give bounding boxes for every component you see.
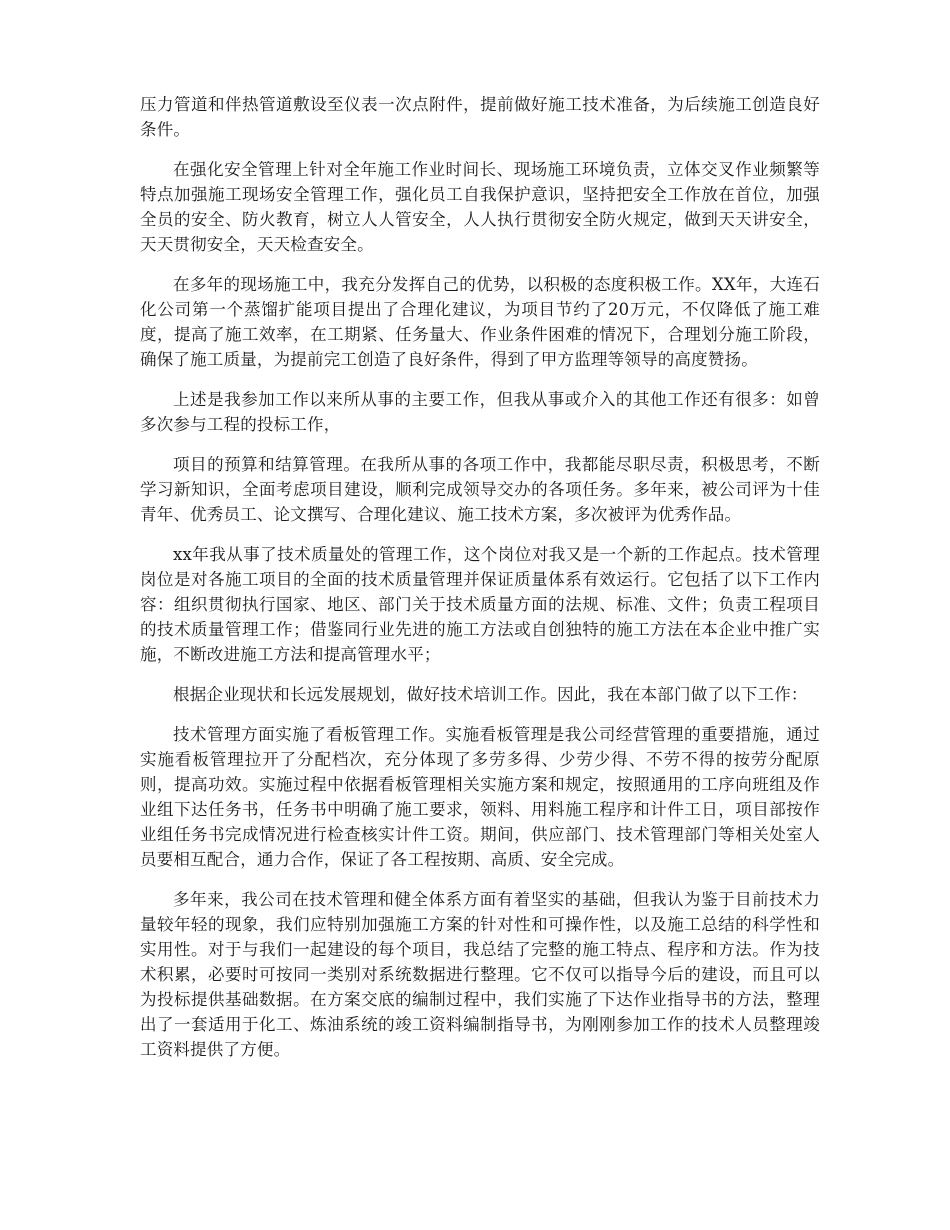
paragraph-9: 多年来，我公司在技术管理和健全体系方面有着坚实的基础，但我认为鉴于目前技术力量较年轻的现象，我们应特别加强施工方案的针对性和可操作性，以及施工总结的科学性和实用性。对于与我们一起建设的每个项目，我总结了完整的施工特点、程序和方法。作为技术积累，必要时可按同一类别对系统数据进行整理。它不仅可以指导今后的建设，而且可以为投标提供基础数据。在方案交底的编制过程中，我们实施了下达作业指导书的方法，整理出了一套适用于化工、炼油系统的竣工资料编制指导书，为刚刚参加工作的技术人员整理竣工资料提供了方便。 [140,890,820,1059]
document-body [140,92,820,1077]
paragraph-1: 压力管道和伴热管道敷设至仪表一次点附件，提前做好施工技术准备，为后续施工创造良好条件。 [140,95,820,139]
paragraph-7: 根据企业现状和长远发展规划，做好技术培训工作。因此，我在本部门做了以下工作： [173,685,808,704]
paragraph-5: 项目的预算和结算管理。在我所从事的各项工作中，我都能尽职尽责，积极思考，不断学习新知识，全面考虑项目建设，顺利完成领导交办的各项任务。多年来，被公司评为十佳青年、优秀员工、论文撰写、合理化建议、施工技术方案，多次被评为优秀作品。 [140,455,820,524]
paragraph-8: 技术管理方面实施了看板管理工作。实施看板管理是我公司经营管理的重要措施，通过实施看板管理拉开了分配档次，充分体现了多劳多得、少劳少得、不劳不得的按劳分配原则，提高功效。实施过程中依据看板管理相关实施方案和规定，按照通用的工序向班组及作业组下达任务书，任务书中明确了施工要求，领料、用料施工程序和计件工日，项目部按作业组任务书完成情况进行检查核实计件工资。期间，供应部门、技术管理部门等相关处室人员要相互配合，通力合作，保证了各工程按期、高质、安全完成。 [140,725,820,869]
paragraph-3: 在多年的现场施工中，我充分发挥自己的优势，以积极的态度积极工作。XX年，大连石化公司第一个蒸馏扩能项目提出了合理化建议，为项目节约了20万元，不仅降低了施工难度，提高了施工效率，在工期紧、任务量大、作业条件困难的情况下，合理划分施工阶段，确保了施工质量，为提前完工创造了良好条件，得到了甲方监理等领导的高度赞扬。 [140,275,820,369]
paragraph-6: xx年我从事了技术质量处的管理工作，这个岗位对我又是一个新的工作起点。技术管理岗位是对各施工项目的全面的技术质量管理并保证质量体系有效运行。它包括了以下工作内容：组织贯彻执行国家、地区、部门关于技术质量方面的法规、标准、文件；负责工程项目的技术质量管理工作；借鉴同行业先进的施工方法或自创独特的施工方法在本企业中推广实施，不断改进施工方法和提高管理水平； [140,545,820,664]
paragraph-4: 上述是我参加工作以来所从事的主要工作，但我从事或介入的其他工作还有很多：如曾多次参与工程的投标工作， [140,390,820,434]
paragraph-2: 在强化安全管理上针对全年施工作业时间长、现场施工环境负责，立体交叉作业频繁等特点加强施工现场安全管理工作，强化员工自我保护意识，坚持把安全工作放在首位，加强全员的安全、防火教育，树立人人管安全，人人执行贯彻安全防火规定，做到天天讲安全，天天贯彻安全，天天检查安全。 [140,160,820,254]
